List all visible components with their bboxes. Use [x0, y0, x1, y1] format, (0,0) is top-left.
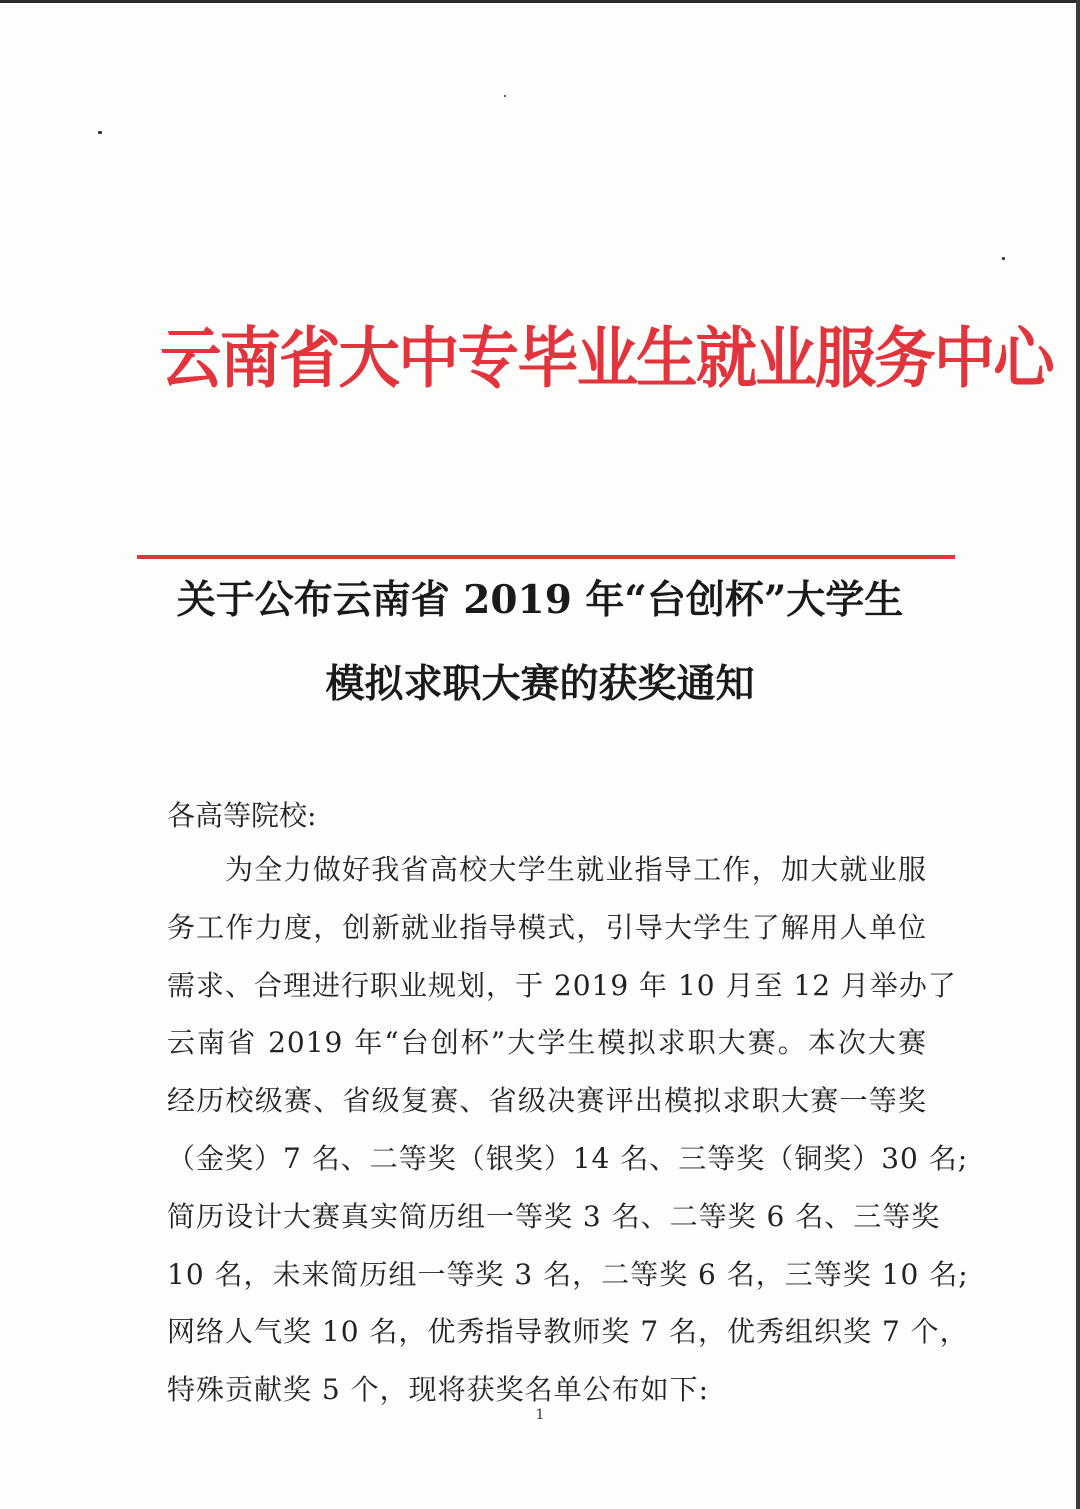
body-line: 为全力做好我省高校大学生就业指导工作，加大就业服 [225, 853, 927, 886]
body-line: 云南省 2019 年“台创杯”大学生模拟求职大赛。本次大赛 [167, 1026, 927, 1060]
body-line: 经历校级赛、省级复赛、省级决赛评出模拟求职大赛一等奖 [167, 1084, 927, 1118]
scan-edge-right [1076, 0, 1080, 1509]
body-line: 简历设计大赛真实简历组一等奖 3 名、二等奖 6 名、三等奖 [167, 1199, 941, 1233]
body-line: 特殊贡献奖 5 个，现将获奖名单公布如下: [167, 1373, 710, 1407]
scan-speck [504, 95, 506, 97]
scan-edge-top [0, 0, 1080, 3]
document-title-line-2: 模拟求职大赛的获奖通知 [325, 661, 755, 707]
body-line: 网络人气奖 10 名，优秀指导教师奖 7 名，优秀组织奖 7 个， [167, 1315, 969, 1349]
body-paragraph [167, 848, 969, 1426]
scan-speck [1002, 257, 1005, 260]
body-line: （金奖）7 名、二等奖（银奖）14 名、三等奖（铜奖）30 名; [167, 1141, 969, 1175]
scan-speck [98, 131, 102, 134]
body-line: 10 名，未来简历组一等奖 3 名，二等奖 6 名，三等奖 10 名; [167, 1257, 969, 1291]
document-title-line-1: 关于公布云南省 2019 年“台创杯”大学生 [176, 577, 904, 623]
body-line: 需求、合理进行职业规划，于 2019 年 10 月至 12 月举办了 [167, 968, 957, 1002]
red-separator-rule [137, 555, 955, 559]
body-line: 务工作力度，创新就业指导模式，引导大学生了解用人单位 [167, 910, 927, 944]
salutation: 各高等院校: [167, 799, 317, 832]
page-number: 1 [535, 1407, 545, 1423]
issuing-organization-header: 云南省大中专毕业生就业服务中心 [160, 319, 1053, 397]
